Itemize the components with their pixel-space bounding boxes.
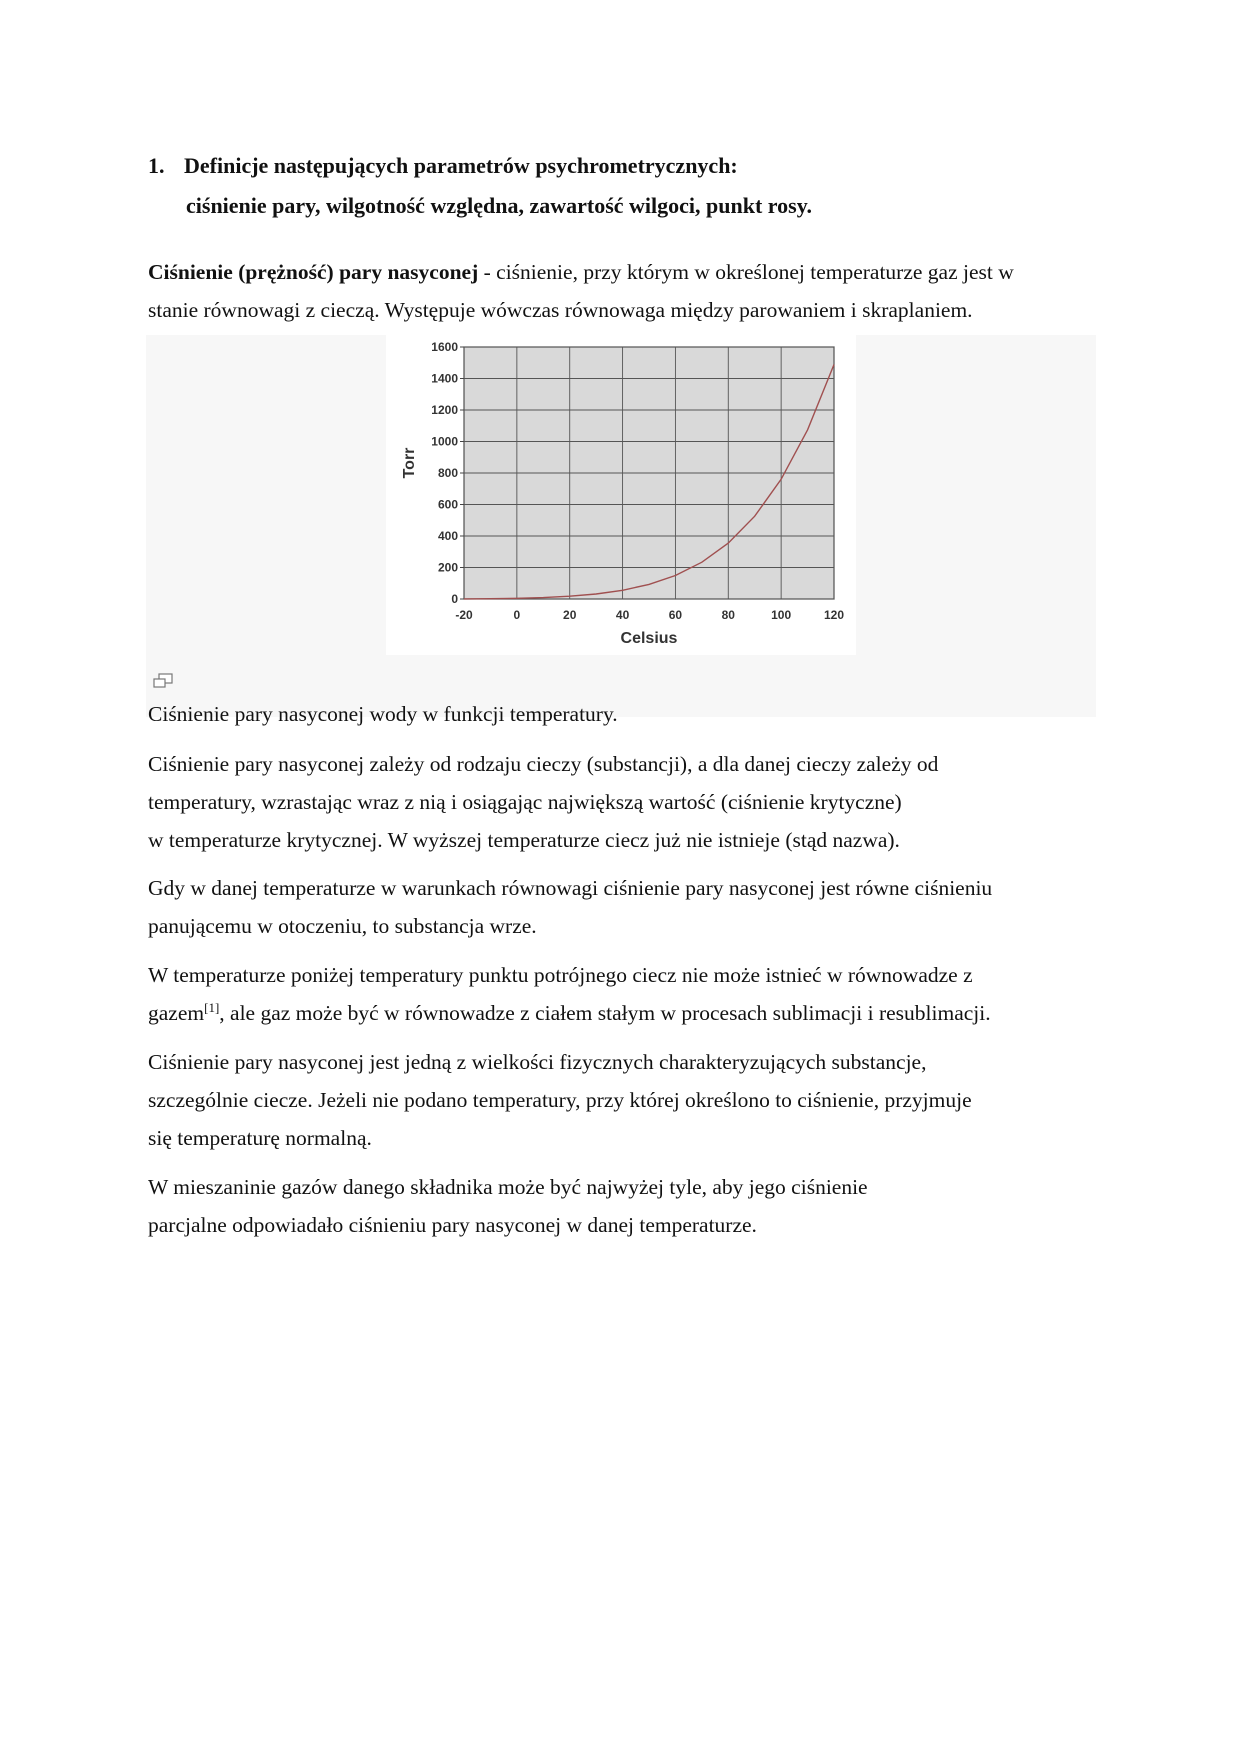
y-tick-label: 1600 bbox=[431, 340, 458, 354]
paragraph-2 bbox=[148, 869, 1088, 945]
chart-svg bbox=[386, 335, 856, 655]
heading-number: 1. bbox=[148, 153, 165, 178]
x-tick-label: 120 bbox=[823, 608, 845, 622]
heading-line-1: Definicje następujących parametrów psychrometrycznych: bbox=[184, 153, 738, 178]
definition-text-2: stanie równowagi z cieczą. Występuje wówczas równowaga między parowaniem i skraplaniem. bbox=[148, 298, 973, 322]
paragraph-1-line-1: Ciśnienie pary nasyconej zależy od rodzaju cieczy (substancji), a dla danej cieczy zależy od bbox=[148, 752, 939, 776]
y-tick-label: 1000 bbox=[431, 434, 458, 449]
vapor-pressure-chart bbox=[386, 335, 856, 655]
x-tick-label: 40 bbox=[615, 608, 630, 622]
x-tick-label: -20 bbox=[455, 608, 473, 622]
y-tick-label: 0 bbox=[451, 592, 458, 606]
definition-paragraph bbox=[148, 253, 1088, 329]
x-tick-label: 20 bbox=[563, 608, 577, 622]
x-tick-label: 80 bbox=[721, 608, 735, 622]
x-tick-label: 0 bbox=[513, 608, 521, 622]
x-tick-label: 100 bbox=[771, 608, 792, 622]
paragraph-3 bbox=[148, 956, 1088, 1032]
paragraph-4-line-2: szczególnie ciecze. Jeżeli nie podano temperatury, przy której określono to ciśnienie, przyjmuje bbox=[148, 1088, 972, 1112]
y-tick-label: 800 bbox=[437, 466, 458, 480]
paragraph-4 bbox=[148, 1043, 1088, 1157]
y-tick-label: 200 bbox=[437, 560, 458, 575]
heading-line-2: ciśnienie pary, wilgotność względna, zawartość wilgoci, punkt rosy. bbox=[186, 193, 812, 218]
paragraph-4-line-1: Ciśnienie pary nasyconej jest jedną z wielkości fizycznych charakteryzujących substancje, bbox=[148, 1050, 927, 1074]
y-tick-label: 1200 bbox=[431, 403, 458, 417]
paragraph-3-line-2: , ale gaz może być w równowadze z ciałem stałym w procesach sublimacji i resublimacji. bbox=[219, 1001, 991, 1025]
paragraph-1-line-2: temperatury, wzrastając wraz z nią i osiągając największą wartość (ciśnienie krytyczne) bbox=[148, 790, 902, 814]
footnote-reference[interactable]: [1] bbox=[204, 999, 220, 1015]
figure-caption: Ciśnienie pary nasyconej wody w funkcji temperatury. bbox=[148, 702, 618, 726]
y-axis-label: Torr bbox=[401, 447, 418, 479]
x-tick-label: 60 bbox=[668, 608, 683, 622]
paragraph-5-line-1: W mieszaninie gazów danego składnika może być najwyżej tyle, aby jego ciśnienie bbox=[148, 1175, 868, 1199]
paragraph-5-line-2: parcjalne odpowiadało ciśnieniu pary nasyconej w danej temperaturze. bbox=[148, 1213, 757, 1237]
paragraph-1-line-3: w temperaturze krytycznej. W wyższej temperaturze ciecz już nie istnieje (stąd nazwa). bbox=[148, 828, 900, 852]
paragraph-1 bbox=[148, 745, 1088, 859]
paragraph-2-line-2: panującemu w otoczeniu, to substancja wrze. bbox=[148, 914, 537, 938]
paragraph-3-line-1: W temperaturze poniżej temperatury punktu potrójnego ciecz nie może istnieć w równowadze z bbox=[148, 963, 973, 987]
definition-term: Ciśnienie (prężność) pary nasyconej bbox=[148, 260, 479, 284]
paragraph-3-word: gazem bbox=[148, 1001, 205, 1025]
paragraph-5 bbox=[148, 1168, 1088, 1244]
y-tick-label: 400 bbox=[437, 529, 458, 543]
paragraph-4-line-3: się temperaturę normalną. bbox=[148, 1126, 372, 1150]
paragraph-2-line-1: Gdy w danej temperaturze w warunkach równowagi ciśnienie pary nasyconej jest równe ciśnieniu bbox=[148, 876, 993, 900]
y-tick-label: 1400 bbox=[431, 371, 458, 386]
y-tick-label: 600 bbox=[437, 497, 458, 512]
definition-text-1: - ciśnienie, przy którym w określonej temperaturze gaz jest w bbox=[478, 260, 1014, 284]
section-heading bbox=[148, 146, 812, 226]
x-axis-label: Celsius bbox=[620, 630, 678, 647]
enlarge-icon[interactable] bbox=[152, 673, 174, 689]
